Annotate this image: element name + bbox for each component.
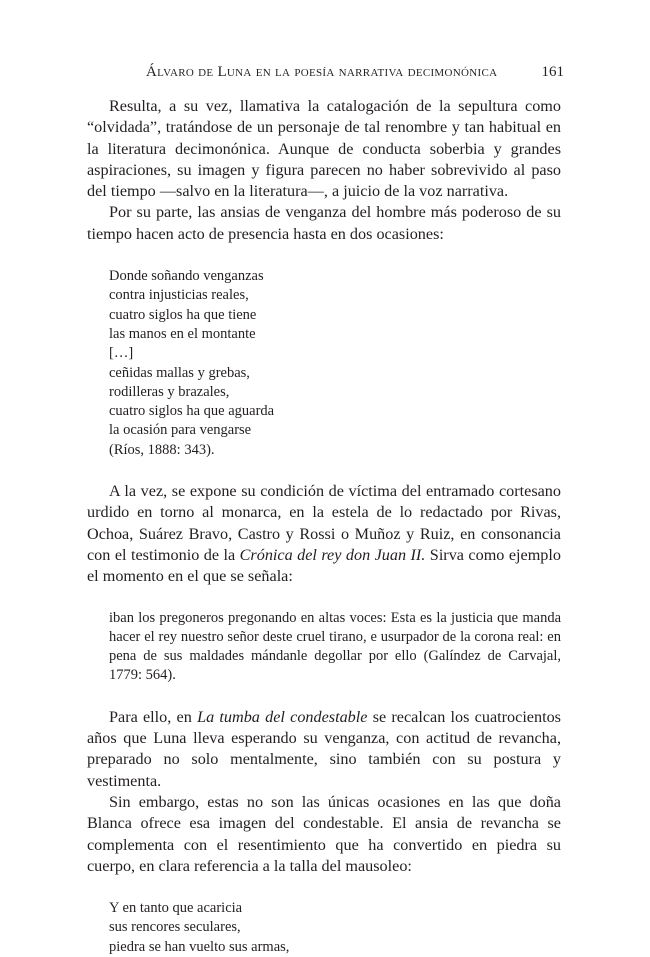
verse-quote-2: [109, 899, 561, 957]
work-title-tumba: La tumba del condestable: [197, 707, 368, 726]
page-number: 161: [541, 64, 564, 80]
verse-line: contra injusticias reales,: [109, 287, 249, 304]
verse-line: […]: [109, 345, 134, 362]
verse-line: cuatro siglos ha que aguarda: [109, 403, 275, 420]
running-head: [0, 64, 650, 84]
paragraph-2: Por su parte, las ansias de venganza del hombre más poderoso de su tiempo hacen acto de presencia hasta en dos ocasiones:: [87, 203, 561, 243]
paragraph-3-text-end: Sirva como ejemplo el momento en el que se señala:: [87, 545, 561, 586]
verse-line: sus rencores seculares,: [109, 919, 241, 936]
verse-line: Y en tanto que acaricia: [109, 900, 243, 917]
paragraph-4: [87, 707, 561, 792]
verse-line: rodilleras y brazales,: [109, 383, 230, 400]
verse-line: la ocasión para vengarse: [109, 422, 252, 439]
verse-line: las manos en el montante: [109, 325, 256, 342]
verse-line: piedra se han vuelto sus armas,: [109, 938, 290, 955]
prose-quote: iban los pregoneros pregonando en altas voces: Esta es la justicia que manda hacer el rey nuestro señor deste cruel tirano, e usurpador de la corona real: en pena de sus maldades mándanle degollar por ello (Galíndez de Carvajal, 1779: 564).: [109, 609, 561, 684]
paragraph-1: Resulta, a su vez, llamativa la catalogación de la sepultura como “olvidada”, tratándose de un personaje de tal renombre y tan habitual en la literatura decimonónica. Aunque de conducta soberbia y grandes aspiraciones, su imagen y figura parecen no haber sobrevivido al paso del tiempo —salvo en la literatura—, a juicio de la voz narrativa.: [87, 97, 561, 201]
paragraph-4-text: Para ello, en: [109, 707, 198, 726]
paragraph-3: [87, 481, 561, 587]
verse-line: ceñidas mallas y grebas,: [109, 364, 250, 381]
body-text: [87, 96, 561, 957]
verse-quote-1: [109, 267, 561, 460]
work-title-cronica: Crónica del rey don Juan II.: [239, 545, 426, 564]
running-head-title: Álvaro de Luna en la poesía narrativa decimonónica: [146, 64, 498, 80]
verse-citation: (Ríos, 1888: 343).: [109, 441, 215, 458]
paragraph-5: Sin embargo, estas no son las únicas ocasiones en las que doña Blanca ofrece esa imagen del condestable. El ansia de revancha se complementa con el resentimiento que ha convertido en piedra su cuerpo, en clara referencia a la talla del mausoleo:: [87, 792, 561, 875]
verse-line: Donde soñando venganzas: [109, 268, 264, 285]
paragraph-4-text-end: se recalcan los cuatrocientos años que Luna lleva esperando su venganza, con actitud de revancha, preparado no solo mentalmente, sino también con su postura y vestimenta.: [87, 707, 561, 790]
paragraph-3-text: A la vez, se expone su condición de víctima del entramado cortesano urdido en torno al monarca, en la estela de lo redactado por Rivas, Ochoa, Suárez Bravo, Castro y Rossi o Muñoz y Ruiz, en consonancia con el testimonio de la: [87, 482, 561, 564]
verse-line: cuatro siglos ha que tiene: [109, 306, 257, 323]
